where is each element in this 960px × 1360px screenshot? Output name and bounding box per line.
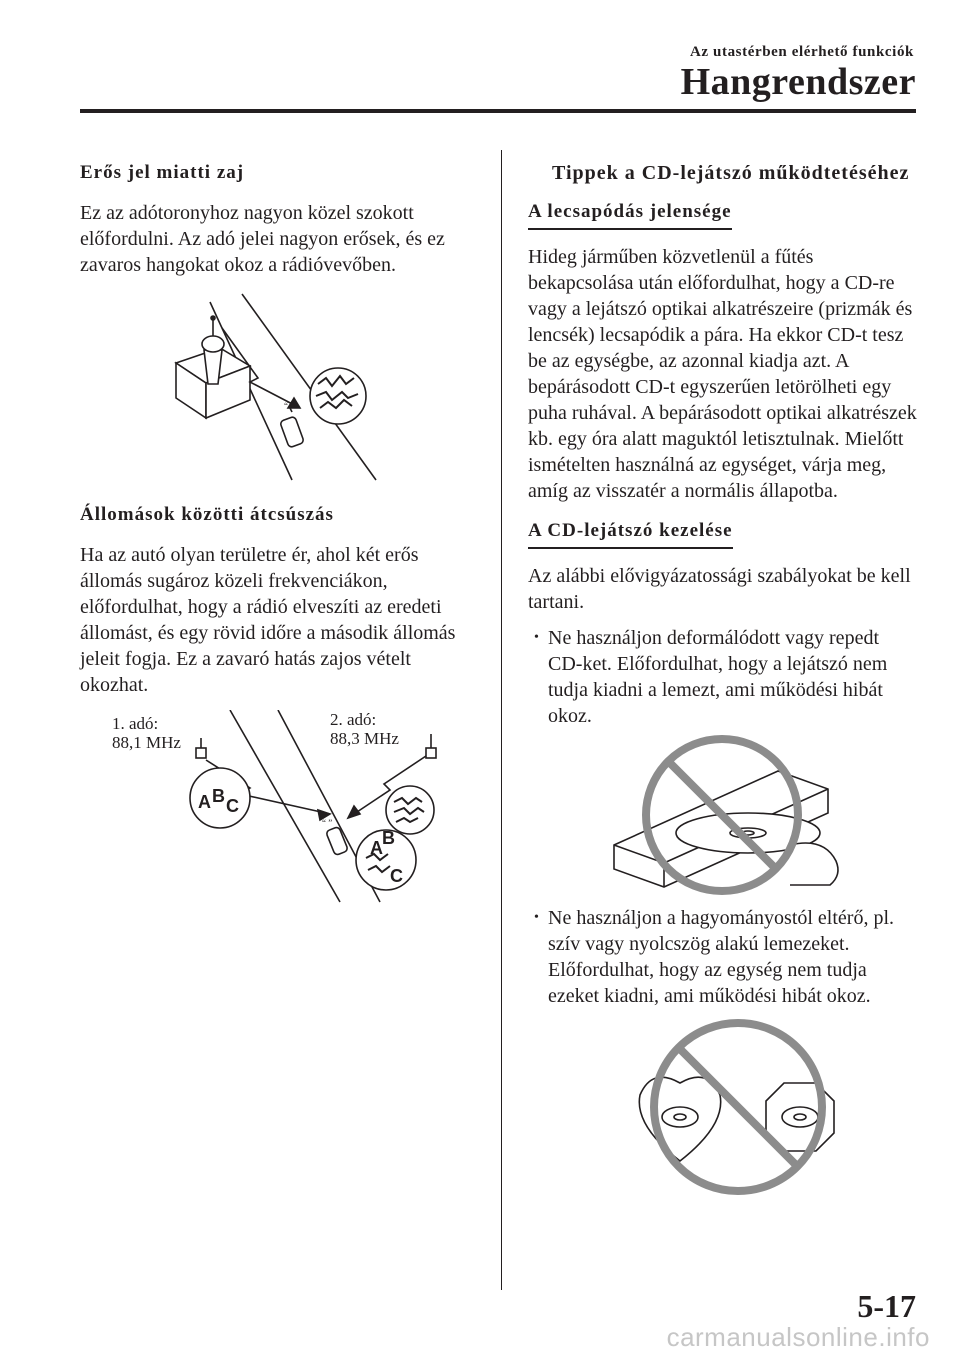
bullet-shaped-discs-text: Ne használjon a hagyományostól eltérő, pl. szív vagy nyolcszög alakú lemezeket. Előfordulhat, hogy az egység nem tudja ezeket kiadni, ami működési hibát okoz. xyxy=(548,907,895,1007)
letter-c-left: C xyxy=(226,796,239,816)
condensation-heading: A lecsapódás jelensége xyxy=(528,199,732,230)
bullet-deformed-cd-text: Ne használjon deformálódott vagy repedt CD-ket. Előfordulhat, hogy a lejátszó nem tudja kiadni a lemezt, ami működési hibát okoz. xyxy=(548,627,888,727)
letter-c-right: C xyxy=(390,866,403,886)
crossover-text: Ha az autó olyan területre ér, ahol két erős állomás sugároz közeli frekvenciákon, előfordulhat, hogy a rádió elveszíti az eredeti állomást, és egy rövid időre a második állomás jeleit fogja. Ez a zavaró hatás zajos vételt okozhat. xyxy=(80,544,456,696)
bullet-shaped-discs: • Ne használjon a hagyományostól eltérő, pl. szív vagy nyolcszög alakú lemezeket. Előfordulhat, hogy az egység nem tudja ezeket kiadni, ami működési hibát okoz. xyxy=(534,907,895,1007)
page-number: 5-17 xyxy=(857,1288,916,1324)
column-divider xyxy=(501,150,502,1290)
letter-a-right: A xyxy=(370,838,383,858)
station1-freq: 88,1 MHz xyxy=(112,733,181,752)
svg-text:“ ”: “ ” xyxy=(322,818,333,828)
handling-intro: Az alábbi elővigyázatossági szabályokat be kell tartani. xyxy=(528,565,911,613)
shaped-disc-prohibited-illustration xyxy=(528,1017,918,1197)
letter-b-right: B xyxy=(382,828,395,848)
deformed-cd-prohibited-illustration xyxy=(528,735,918,895)
header-rule xyxy=(80,109,916,113)
station2-name: 2. adó: xyxy=(330,710,377,729)
station1-name: 1. adó: xyxy=(112,714,159,733)
handling-heading: A CD-lejátszó kezelése xyxy=(528,518,733,549)
station2-freq: 88,3 MHz xyxy=(330,729,399,748)
crossover-heading: Állomások közötti átcsúszás xyxy=(80,504,334,525)
crossover-illustration xyxy=(80,710,470,910)
letter-b-left: B xyxy=(212,786,225,806)
crossover-drawing xyxy=(80,710,470,910)
tips-heading: Tippek a CD-lejátszó működtetéséhez xyxy=(552,162,910,184)
strong-signal-text: Ez az adótoronyhoz nagyon közel szokott előfordulni. Az adó jelei nagyon erősek, és ez zavaros hangokat okoz a rádióvevőben. xyxy=(80,202,445,276)
watermark: carmanualsonline.info xyxy=(666,1322,930,1352)
right-column xyxy=(528,160,918,1197)
bullet-deformed-cd: • Ne használjon deformálódott vagy repedt CD-ket. Előfordulhat, hogy a lejátszó nem tudja kiadni a lemezt, ami működési hibát okoz. xyxy=(534,627,888,727)
strong-signal-heading: Erős jel miatti zaj xyxy=(80,162,245,183)
header-section: Az utastérben elérhető funkciók xyxy=(690,44,914,60)
page-title: Hangrendszer xyxy=(680,61,916,103)
left-column xyxy=(80,160,470,910)
letter-a-left: A xyxy=(198,792,211,812)
condensation-text: Hideg járműben közvetlenül a fűtés bekapcsolása után előfordulhat, hogy a CD-re vagy a lejátszó optikai alkatrészeire (prizmák és lencsék) lecsapódik a pára. Ha ekkor CD-t tesz be az egységbe, az azonnal kiadja azt. A bepárásodott CD-t egyszerűen letörölheti egy puha ruhával. A bepárásodott optikai alkatrészek kb. egy óra alatt maguktól letisztulnak. Mielőtt ismételten használná az egységet, várja meg, amíg az visszatér a normális állapotba. xyxy=(528,246,917,502)
svg-text:“ ”: “ ” xyxy=(284,401,295,411)
strong-signal-illustration xyxy=(80,288,470,488)
